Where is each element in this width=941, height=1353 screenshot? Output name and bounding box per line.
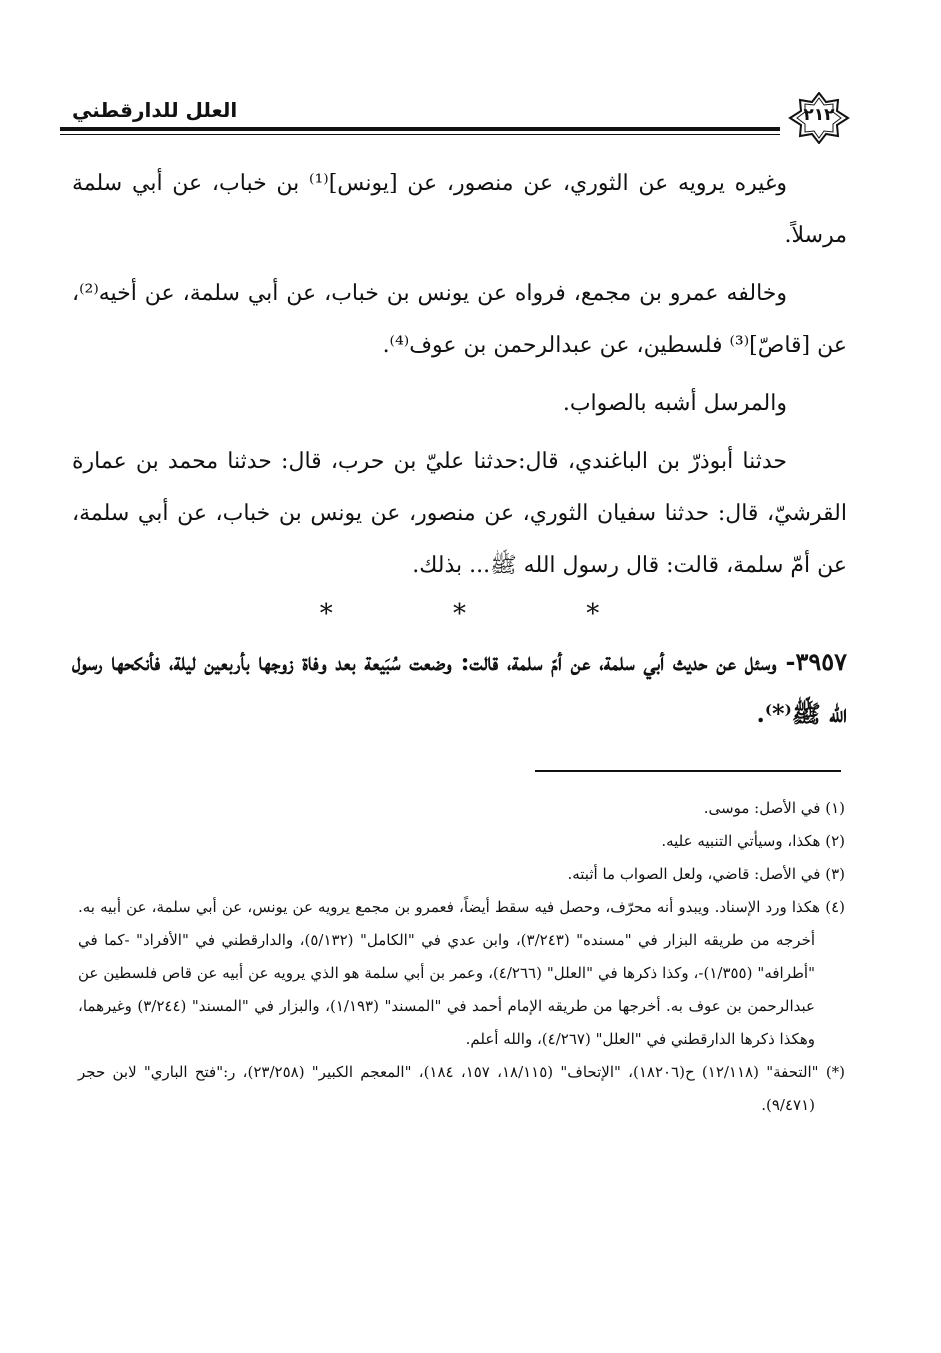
page-header [60,92,850,142]
paragraph-1: وغيره يرويه عن الثوري، عن منصور، عن [يونس]⁽¹⁾ بن خباب، عن أبي سلمة مرسلاً. [72,171,847,248]
section-separator: * * * [319,599,656,629]
hadith-question: ٣٩٥٧- وسئل عن حديث أبي سلمة، عن أمّ سلمة، قالت: وضعت سُبَيعة بعد وفاة زوجها بأربعين ليلة، فأنكحها رسول الله ﷺ⁽*⁾. [72,647,847,728]
page-number: ٢١٢ [803,105,835,125]
footnote-star: (*) "التحفة" (١٢/١١٨) ح(١٨٢٠٦)، "الإتحاف" (١٨/١١٥، ١٥٧، ١٨٤)، "المعجم الكبير" (٢٣/٢٥٨)، ر:"فتح الباري" لابن حجر (٩/٤٧١). [78,1063,846,1114]
paragraph-2: وخالفه عمرو بن مجمع، فرواه عن يونس بن خباب، عن أبي سلمة، عن أخيه⁽²⁾، عن [قاصّ]⁽³⁾ فلسطين، عن عبدالرحمن بن عوف⁽⁴⁾. [72,281,847,358]
footnote-1: (١) في الأصل: موسى. [703,799,845,817]
page-number-badge [788,92,850,144]
header-rule-thick [60,127,780,131]
footnote-3: (٣) في الأصل: قاضي، ولعل الصواب ما أثبته. [567,865,845,883]
paragraph-4: حدثنا أبوذرّ بن الباغندي، قال:حدثنا عليّ بن حرب، قال: حدثنا محمد بن عمارة القرشيّ، قال: حدثنا سفيان الثوري، عن منصور، عن يونس بن خباب، عن أبي سلمة، عن أمّ سلمة، قالت: قال رسول الله ﷺ... بذلك. [72,449,847,578]
book-title: العلل للدارقطني [72,98,238,122]
paragraph-3: والمرسل أشبه بالصواب. [562,391,787,416]
header-rule-thin [60,134,780,135]
footnote-2: (٢) هكذا، وسيأتي التنبيه عليه. [661,832,845,850]
footnotes [78,792,845,1122]
footnote-4: (٤) هكذا ورد الإسناد. ويبدو أنه محرّف، وحصل فيه سقط أيضاً، فعمرو بن مجمع يرويه عن يونس، عن أبي سلمة، عن أبيه به. أخرجه من طريقه البزار في "مسنده" (٣/٢٤٣)، وابن عدي في "الكامل" (٥/١٣٢)، والدارقطني في "الأفراد" -كما في "أطرافه" (١/٣٥٥)-، وكذا ذكرها في "العلل" (٤/٢٦٦)، وعمر بن أبي سلمة هو الذي يرويه عن أبيه عن قاص فلسطين عن عبدالرحمن بن عوف به. أخرجها من طريقه الإمام أحمد في "المسند" (١/١٩٣)، والبزار في "المسند" (٣/٢٤٤) وغيرهما، وهكذا ذكرها الدارقطني في "العلل" (٤/٢٦٧)، والله أعلم. [78,898,845,1048]
footnote-separator [535,770,841,772]
main-text [72,158,847,740]
